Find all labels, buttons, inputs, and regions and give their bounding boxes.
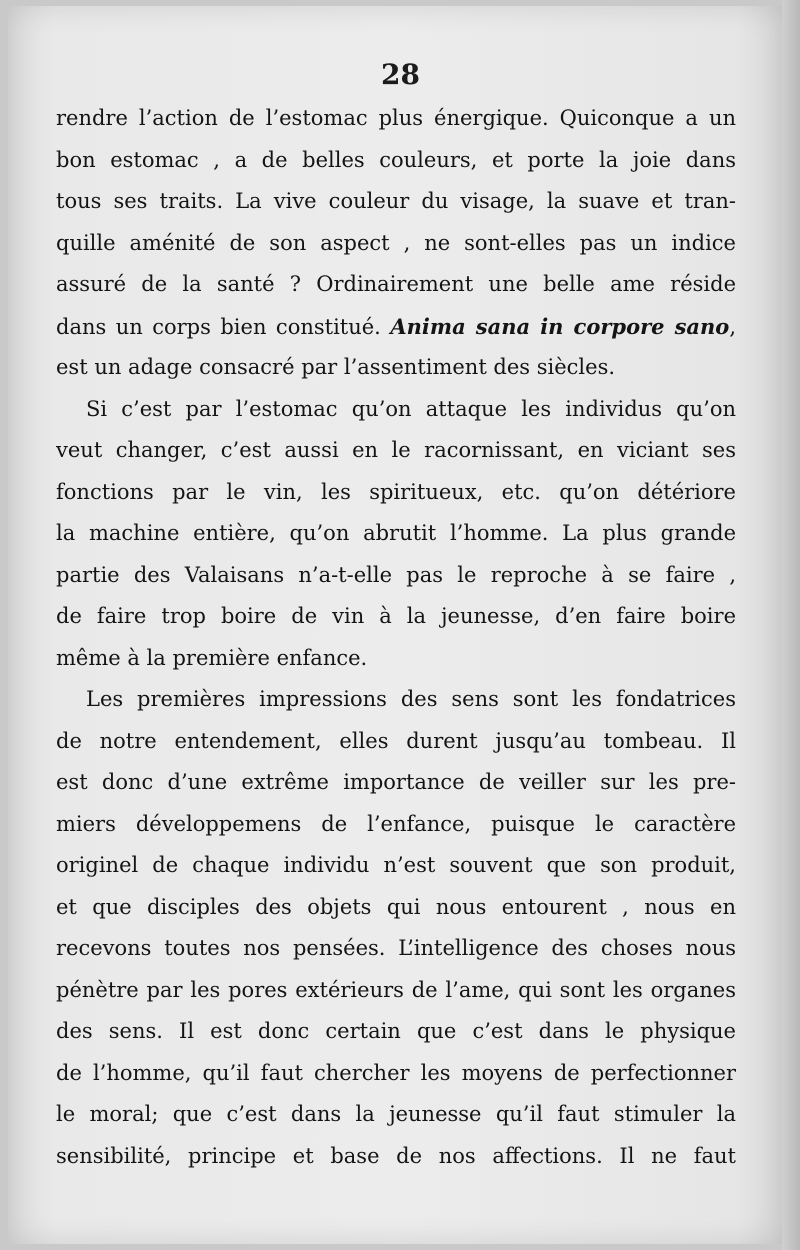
text-line-content: fonctions par le vin, les spiritueux, etc. qu’on détériore [56, 479, 736, 504]
text-line-content: rendre l’action de l’estomac plus énergique. Quiconque a un [56, 106, 736, 130]
text-line [56, 1011, 736, 1053]
text-line-content: de faire trop boire de vin à la jeunesse, d’en faire boire [56, 604, 736, 628]
text-line-content: Les premières impressions des sens sont les fondatrices [86, 687, 736, 711]
text-line-content: pénètre par les pores extérieurs de l’ame, qui sont les organes [56, 977, 736, 1002]
latin-quote: Anima sana in corpore sano [390, 313, 730, 339]
text-line [56, 555, 736, 597]
body-text [56, 98, 736, 1177]
text-line-content: de notre entendement, elles durent jusqu’au tombeau. Il [56, 728, 736, 753]
text-line-content: veut changer, c’est aussi en le racornissant, en viciant ses [56, 438, 736, 462]
text-line [56, 721, 736, 763]
text-line-punctuation: , [729, 314, 736, 339]
text-line-content: quille aménité de son aspect , ne sont-elles pas un indice [56, 230, 736, 255]
text-line-content: des sens. Il est donc certain que c’est dans le physique [56, 1019, 736, 1043]
text-line-content: bon estomac , a de belles couleurs, et porte la joie dans [56, 147, 736, 172]
text-line [56, 223, 736, 265]
text-line-content: miers développemens de l’enfance, puisque le caractère [56, 811, 736, 836]
text-line-content: la machine entière, qu’on abrutit l’homme. La plus grande [56, 521, 736, 545]
text-line-content: est un adage consacré par l’assentiment des siècles. [56, 355, 616, 379]
text-line [56, 928, 736, 970]
text-line-content: et que disciples des objets qui nous entourent , nous en [56, 894, 736, 919]
text-line [56, 472, 736, 514]
text-line [56, 513, 736, 555]
text-line-content: de l’homme, qu’il faut chercher les moyens de perfectionner [56, 1060, 736, 1085]
text-line-content: tous ses traits. La vive couleur du visage, la suave et tran- [56, 189, 736, 213]
page-number: 28 [381, 58, 420, 91]
text-line [56, 264, 736, 306]
text-line [56, 1094, 736, 1136]
text-line [56, 140, 736, 182]
text-line [56, 679, 736, 721]
text-line-content: dans un corps bien constitué. [56, 314, 381, 339]
text-line [56, 430, 736, 472]
text-line-content: Si c’est par l’estomac qu’on attaque les individus qu’on [86, 396, 736, 421]
text-line [56, 596, 736, 638]
text-line [56, 389, 736, 431]
text-line-content: originel de chaque individu n’est souvent que son produit, [56, 853, 736, 877]
text-line-content: est donc d’une extrême importance de veiller sur les pre- [56, 770, 736, 794]
text-line [56, 970, 736, 1012]
text-line-content: le moral; que c’est dans la jeunesse qu’il faut stimuler la [56, 1102, 736, 1126]
page-edge [782, 0, 800, 1250]
text-line [56, 181, 736, 223]
text-line-content: sensibilité, principe et base de nos affections. Il ne faut [56, 1143, 736, 1168]
text-line-content: recevons toutes nos pensées. L’intelligence des choses nous [56, 936, 736, 960]
text-line-content: partie des Valaisans n’a-t-elle pas le reproche à se faire , [56, 562, 736, 587]
text-line [56, 1136, 736, 1178]
text-line [56, 347, 736, 389]
text-line [56, 762, 736, 804]
text-line [56, 306, 736, 348]
text-line [56, 98, 736, 140]
text-line [56, 638, 736, 680]
text-line [56, 1053, 736, 1095]
text-line [56, 804, 736, 846]
text-line [56, 887, 736, 929]
text-line [56, 845, 736, 887]
text-line-content: même à la première enfance. [56, 645, 368, 670]
text-line-content: assuré de la santé ? Ordinairement une belle ame réside [56, 272, 736, 296]
